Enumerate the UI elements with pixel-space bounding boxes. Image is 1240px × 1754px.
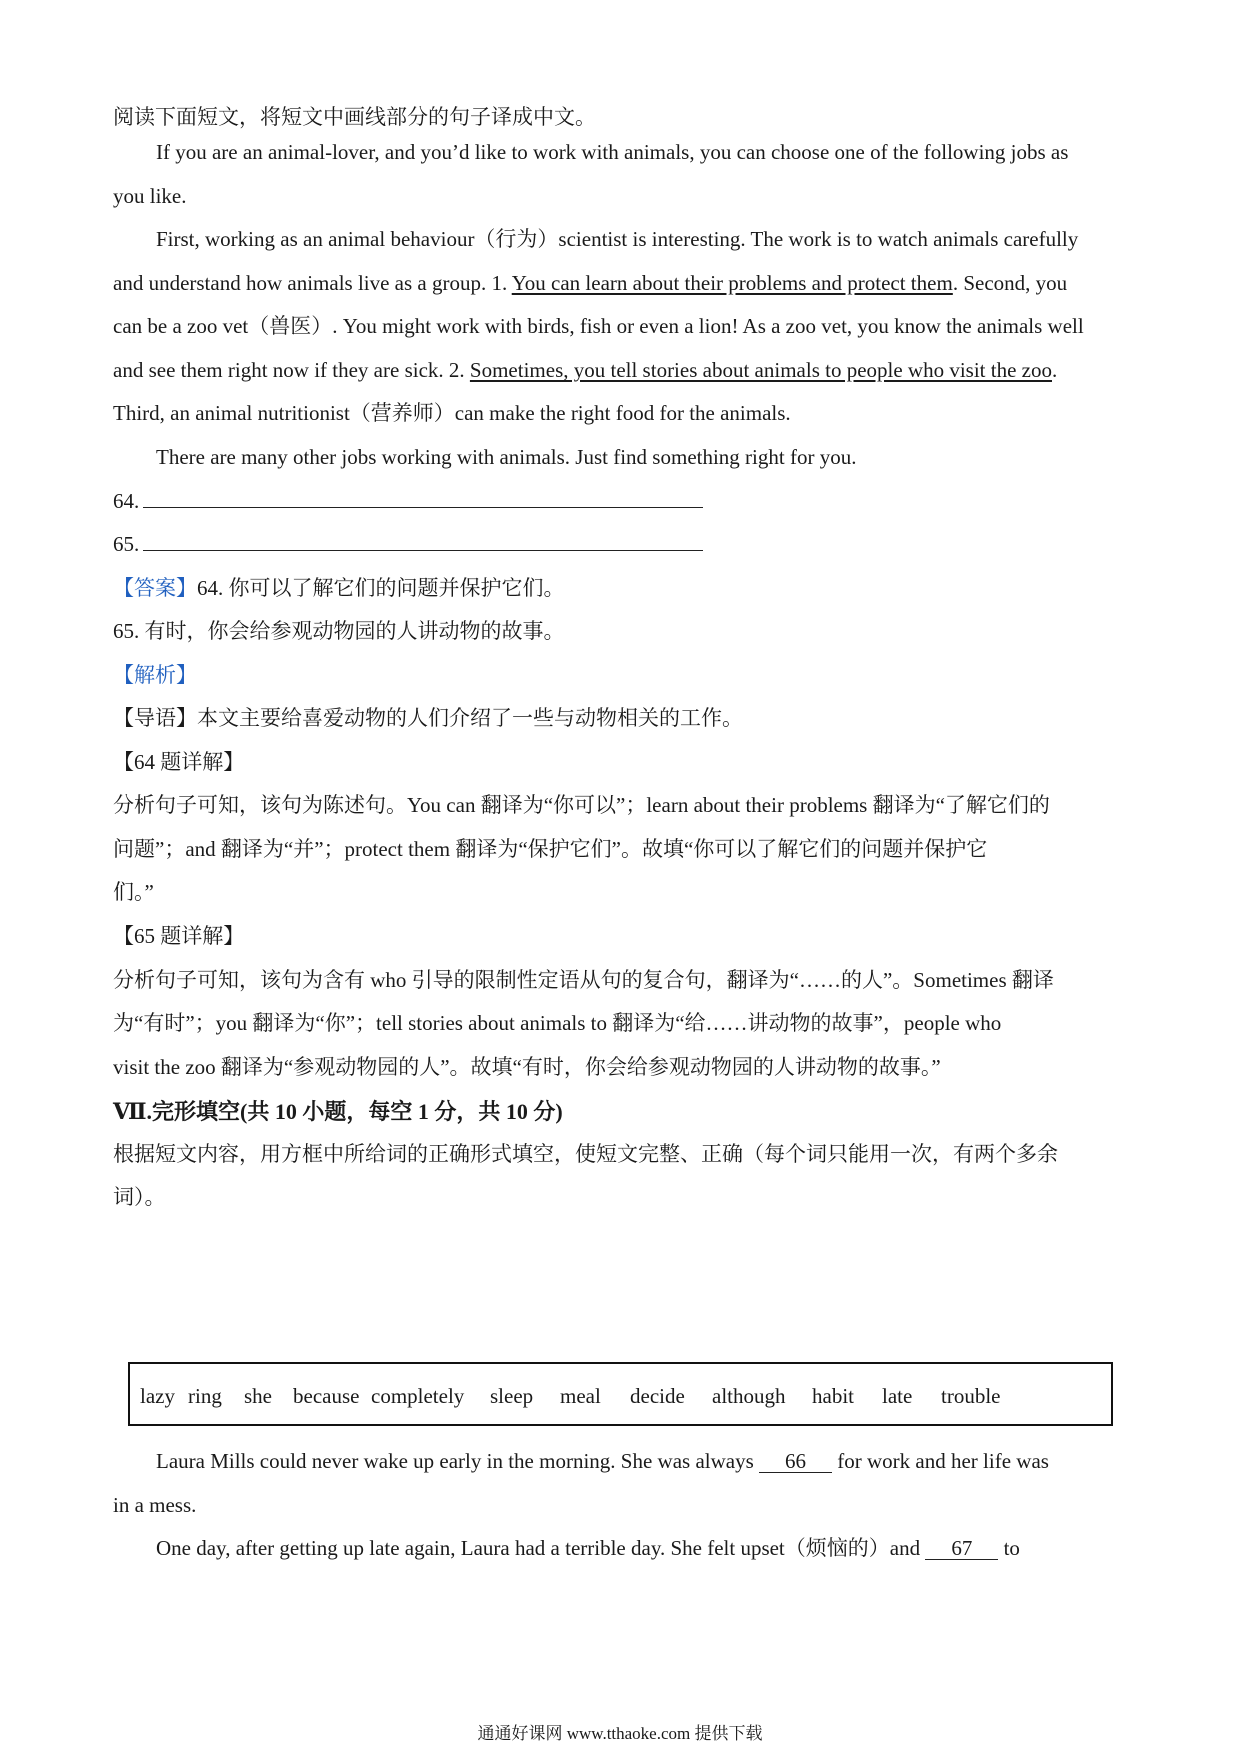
text-segment: Laura Mills could never wake up early in the morning. She was always [156,1449,760,1473]
question-number: 65. [113,532,140,556]
answer-line-65 [113,529,703,559]
section-heading: Ⅶ.完形填空(共 10 小题，每空 1 分，共 10 分) [113,1099,563,1124]
word-bank-item: habit [812,1384,854,1408]
word-bank-item: she [244,1384,272,1408]
word-bank-item: decide [630,1384,685,1408]
question-number: 64. [113,489,140,513]
passage-p2-line5: Third, an animal nutritionist（营养师）can make the right food for the animals. [113,401,791,425]
instruction: 阅读下面短文，将短文中画线部分的句子译成中文。 [113,105,596,129]
answer-line-64 [113,486,703,516]
answer-65: 65. 有时，你会给参观动物园的人讲动物的故事。 [113,619,565,643]
text-segment: for work and her life was [832,1449,1049,1473]
word-bank-item: trouble [941,1384,1001,1408]
text-segment: . Second, you [952,271,1068,295]
page-footer: 通通好课网 www.tthaoke.com 提供下载 [477,1724,763,1743]
passage-p2-line4 [113,355,1057,385]
word-bank-item: ring [188,1384,222,1408]
text-segment: to [998,1536,1020,1560]
detail-64-line3: 们。” [113,880,154,904]
detail-65-line1: 分析句子可知，该句为含有 who 引导的限制性定语从句的复合句，翻译为“……的人”。Sometimes 翻译 [113,968,1054,992]
detail-65-line3: visit the zoo 翻译为“参观动物园的人”。故填“有时，你会给参观动物园的人讲动物的故事。” [113,1055,941,1079]
word-bank-item: although [712,1384,786,1408]
text-segment: . [1052,358,1058,382]
underlined-sentence-2: Sometimes, you tell stories about animals to people who visit the zoo [469,358,1052,382]
word-bank-item: lazy [140,1384,175,1408]
cloze-line1 [113,1446,1049,1476]
text-segment: and see them right now if they are sick. 2. [113,358,470,382]
analysis-tag: 【解析】 [113,663,197,687]
text-segment: One day, after getting up late again, Laura had a terrible day. She felt upset（烦恼的）and [156,1536,926,1560]
cloze-line3 [113,1533,1020,1563]
cloze-line2: in a mess. [113,1493,197,1517]
section-instruction-line1: 根据短文内容，用方框中所给词的正确形式填空，使短文完整、正确（每个词只能用一次，有两个多余 [113,1142,1058,1166]
passage-p2-line2 [113,268,1067,298]
answer-tag: 【答案】 [113,576,197,600]
answer-blank-65[interactable] [143,530,703,551]
word-bank-item: sleep [490,1384,534,1408]
detail-heading-65: 【65 题详解】 [113,924,245,948]
blank-67[interactable]: 67 [925,1537,998,1560]
word-bank-item: completely [371,1384,465,1408]
passage-p3: There are many other jobs working with animals. Just find something right for you. [156,445,857,469]
detail-heading-64: 【64 题详解】 [113,750,245,774]
section-instruction-line2: 词）。 [113,1185,166,1209]
text-segment: and understand how animals live as a group. 1. [113,271,512,295]
answer-blank-64[interactable] [143,487,703,508]
word-bank-item: meal [560,1384,601,1408]
passage-p2-line3: can be a zoo vet（兽医）. You might work with birds, fish or even a lion! As a zoo vet, you know the animals well [113,314,1084,338]
word-bank-item: because [293,1384,360,1408]
detail-64-line1: 分析句子可知，该句为陈述句。You can 翻译为“你可以”；learn about their problems 翻译为“了解它们的 [113,793,1050,817]
word-bank-item: late [882,1384,913,1408]
answer-text: 64. 你可以了解它们的问题并保护它们。 [197,576,565,600]
passage-p2-line1: First, working as an animal behaviour（行为）scientist is interesting. The work is to watch animals carefully [156,227,1079,251]
word-bank-box [128,1362,1113,1426]
passage-p1-line2: you like. [113,184,187,208]
detail-64-line2: 问题”；and 翻译为“并”；protect them 翻译为“保护它们”。故填“你可以了解它们的问题并保护它 [113,837,988,861]
answer-64 [113,573,565,603]
detail-65-line2: 为“有时”；you 翻译为“你”；tell stories about animals to 翻译为“给……讲动物的故事”，people who [113,1011,1002,1035]
blank-66[interactable]: 66 [759,1450,832,1473]
guide-text: 【导语】本文主要给喜爱动物的人们介绍了一些与动物相关的工作。 [113,706,743,730]
underlined-sentence-1: You can learn about their problems and protect them [511,271,953,295]
passage-p1-line1: If you are an animal-lover, and you’d like to work with animals, you can choose one of the following jobs as [156,140,1069,164]
